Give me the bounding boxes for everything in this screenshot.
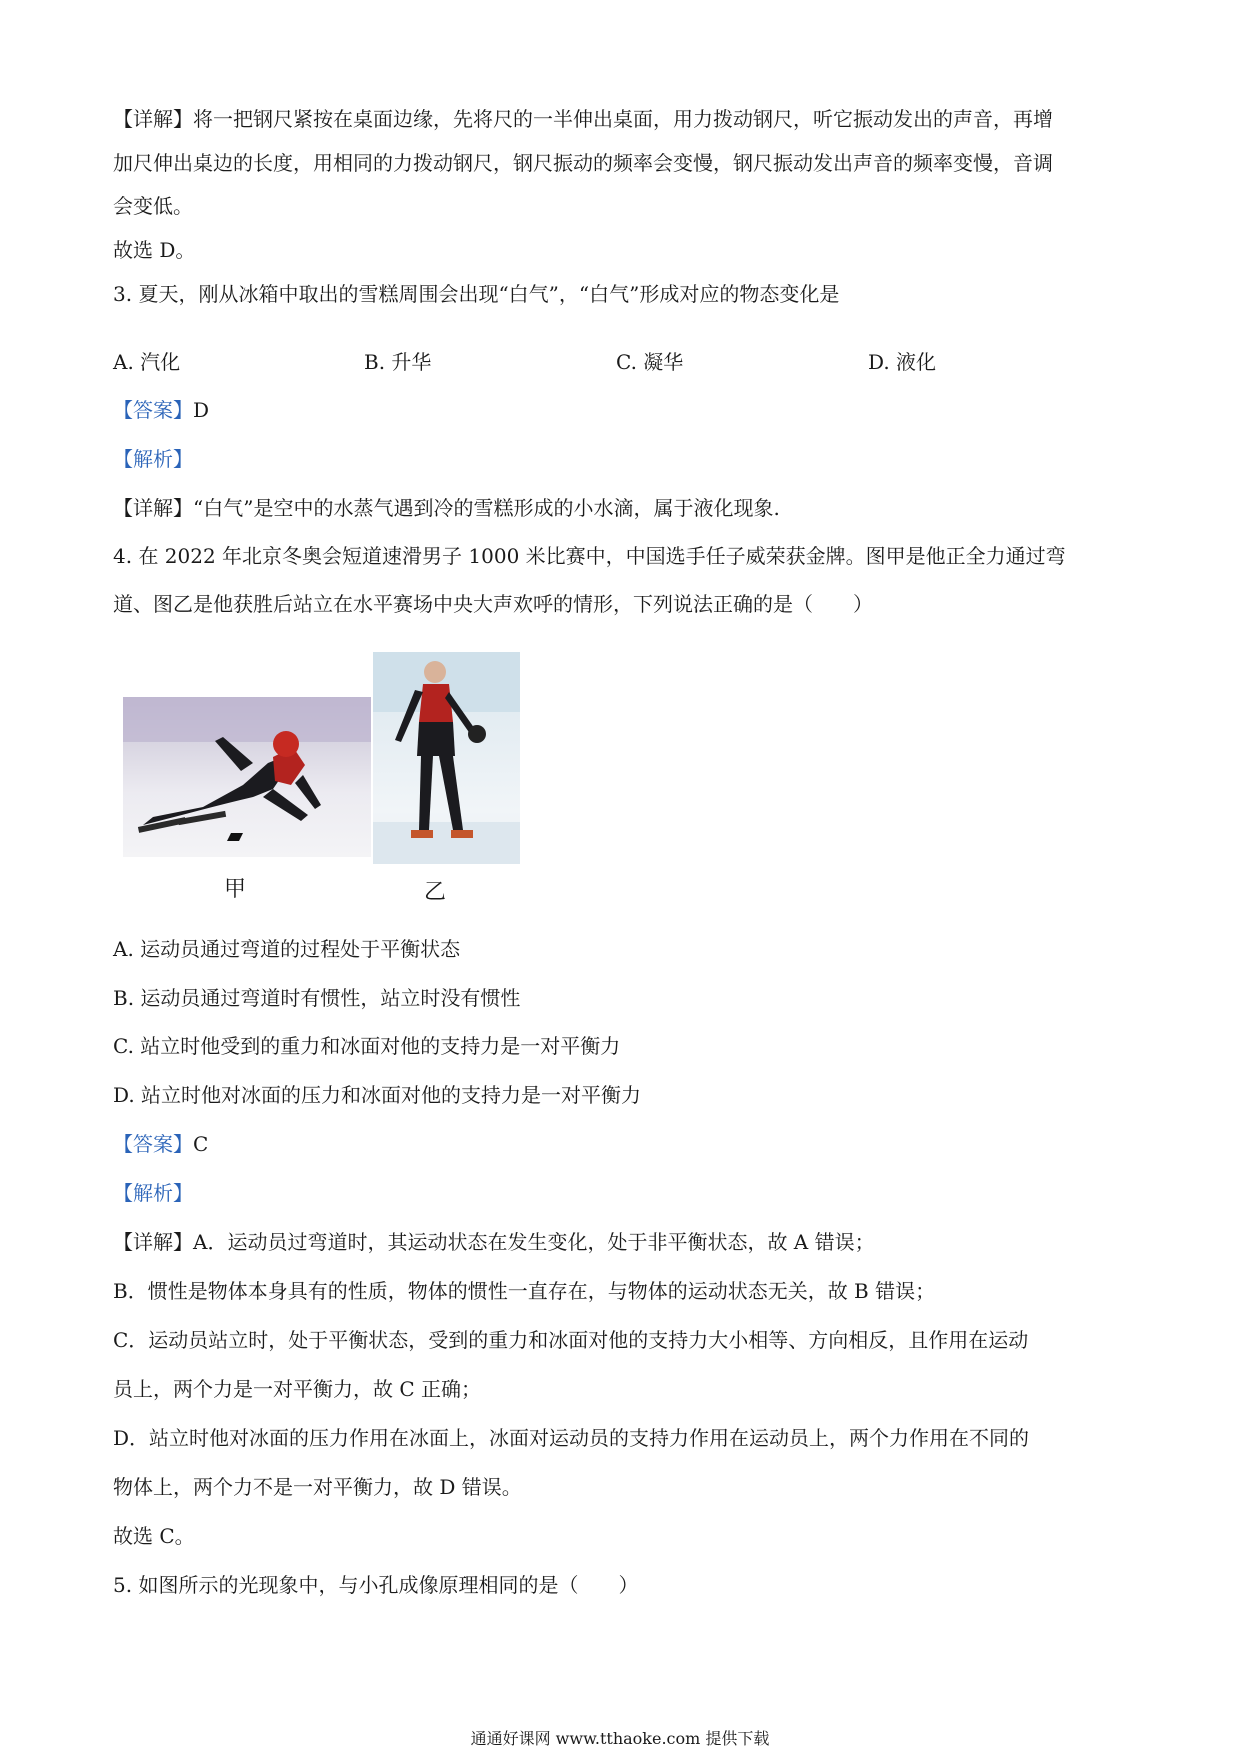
q2-explanation-line1 xyxy=(113,104,1133,134)
q4-detail-line4: 员上，两个力是一对平衡力，故 C 正确； xyxy=(113,1377,482,1401)
detail-label: 【详解】 xyxy=(113,107,193,131)
photo-skater-cornering xyxy=(123,697,371,857)
q2-explanation-line3: 会变低。 xyxy=(113,194,193,218)
caption-yi: 乙 xyxy=(424,880,447,905)
q5-stem: 5. 如图所示的光现象中，与小孔成像原理相同的是（ ） xyxy=(113,1573,639,1597)
q4-detail-line5: D．站立时他对冰面的压力作用在冰面上，冰面对运动员的支持力作用在运动员上，两个力作用在不同的 xyxy=(113,1426,1030,1450)
q4-detail-line6: 物体上，两个力不是一对平衡力，故 D 错误。 xyxy=(113,1475,522,1499)
q4-stem-line2: 道、图乙是他获胜后站立在水平赛场中央大声欢呼的情形，下列说法正确的是（ ） xyxy=(113,592,873,616)
q4-answer xyxy=(113,1129,1133,1159)
q3-answer xyxy=(113,395,1133,425)
q4-detail-line3: C．运动员站立时，处于平衡状态，受到的重力和冰面对他的支持力大小相等、方向相反，且作用在运动 xyxy=(113,1328,1029,1352)
q2-explanation-line2: 加尺伸出桌边的长度，用相同的力拨动钢尺，钢尺振动的频率会变慢，钢尺振动发出声音的频率变慢，音调 xyxy=(113,151,1053,175)
q3-options xyxy=(113,347,1133,377)
q4-stem-line1: 4. 在 2022 年北京冬奥会短道速滑男子 1000 米比赛中，中国选手任子威荣获金牌。图甲是他正全力通过弯 xyxy=(113,544,1066,568)
q3-option-c: C. 凝华 xyxy=(616,350,684,374)
q4-detail-line2: B．惯性是物体本身具有的性质，物体的惯性一直存在，与物体的运动状态无关，故 B 错误； xyxy=(113,1279,936,1303)
q2-conclusion: 故选 D。 xyxy=(113,238,196,262)
q4-analysis-label: 【解析】 xyxy=(113,1181,193,1205)
q3-option-b: B. 升华 xyxy=(364,350,432,374)
q3-analysis-label: 【解析】 xyxy=(113,447,193,471)
q4-option-b: B. 运动员通过弯道时有惯性，站立时没有惯性 xyxy=(113,986,521,1010)
q4-conclusion: 故选 C。 xyxy=(113,1524,195,1548)
answer-label: 【答案】 xyxy=(113,1132,193,1156)
q4-option-c: C. 站立时他受到的重力和冰面对他的支持力是一对平衡力 xyxy=(113,1034,621,1058)
detail-text: A．运动员过弯道时，其运动状态在发生变化，处于非平衡状态，故 A 错误； xyxy=(193,1230,875,1254)
q3-option-a: A. 汽化 xyxy=(113,350,181,374)
answer-value: D xyxy=(193,398,210,422)
q2-explanation-text: 将一把钢尺紧按在桌面边缘，先将尺的一半伸出桌面，用力拨动钢尺，听它振动发出的声音，再增 xyxy=(193,107,1053,131)
caption-jia: 甲 xyxy=(224,877,247,902)
detail-text: “白气”是空中的水蒸气遇到冷的雪糕形成的小水滴，属于液化现象. xyxy=(193,496,780,520)
detail-label: 【详解】 xyxy=(113,496,193,520)
detail-label: 【详解】 xyxy=(113,1230,193,1254)
photo-skater-celebrating xyxy=(373,652,520,864)
q4-option-a: A. 运动员通过弯道的过程处于平衡状态 xyxy=(113,937,461,961)
answer-value: C xyxy=(193,1132,209,1156)
q3-option-d: D. 液化 xyxy=(868,350,937,374)
q3-stem: 3. 夏天，刚从冰箱中取出的雪糕周围会出现“白气”，“白气”形成对应的物态变化是 xyxy=(113,282,840,306)
answer-label: 【答案】 xyxy=(113,398,193,422)
page-footer: 通通好课网 www.tthaoke.com 提供下载 xyxy=(470,1729,770,1748)
q4-option-d: D. 站立时他对冰面的压力和冰面对他的支持力是一对平衡力 xyxy=(113,1083,642,1107)
q3-detail xyxy=(113,493,1133,523)
q4-detail-line1 xyxy=(113,1227,1133,1257)
q4-figure xyxy=(123,652,523,912)
